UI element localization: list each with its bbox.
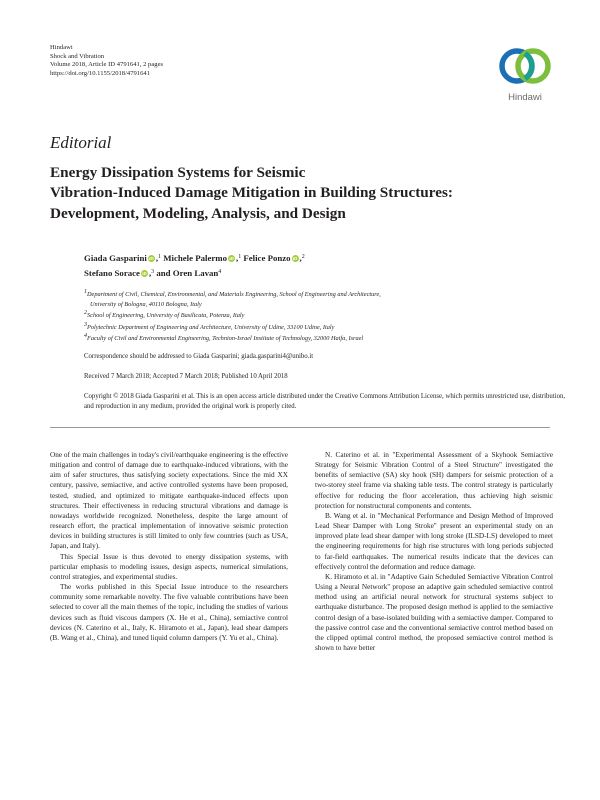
body-paragraph: B. Wang et al. in "Mechanical Performance and Design Method of Improved Lead Shear Damper with Long Stroke" present an experimental study on an improved plate lead shear damper with long stroke (ILSD-LS) developed to meet the engineering requirements for high rise structures with long periods subjected to far-field earthquakes. The numerical results indicate that the devices can effectively control the deformation and reduce damage. — [315, 511, 553, 571]
body-paragraph: This Special Issue is thus devoted to energy dissipation systems, with particular emphasis to modeling issues, design aspects, numerical simulations, control strategies, and experimental studies. — [50, 552, 288, 581]
affiliation-item: 1Department of Civil, Chemical, Environmental, and Materials Engineering, School of Engineering and Architecture, — [84, 289, 381, 298]
article-type: Editorial — [50, 133, 112, 152]
affiliations — [84, 288, 574, 344]
affiliation-item: 3Polytechnic Department of Engineering and Architecture, University of Udine, 33100 Udine, Italy — [84, 321, 335, 331]
author-name[interactable]: Oren Lavan — [172, 267, 219, 278]
author-affiliation-sup: 3 — [151, 268, 155, 275]
logo-wordmark: Hindawi — [508, 92, 542, 103]
author-affiliation-sup: 4 — [218, 268, 222, 275]
header-divider — [50, 427, 550, 428]
orcid-icon[interactable]: iD — [149, 256, 154, 261]
body-column-left — [50, 450, 288, 643]
journal-name: Shock and Vibration — [50, 52, 105, 60]
body-paragraph: The works published in this Special Issue introduce to the researchers community some remarkable novelty. The five valuable contributions have been selected to cover all the main themes of the topic, including the studies of various devices such as fluid viscous dampers (X. He et al., China), semiactive control devices (N. Caterino et al., Italy, K. Hiramoto et al., Japan), lead shear dampers (B. Wang et al., China), and tuned liquid column dampers (Y. Yu et al., China). — [50, 583, 288, 642]
hindawi-logo-icon — [493, 42, 557, 92]
title-line-1: Energy Dissipation Systems for Seismic — [50, 164, 306, 181]
orcid-icon[interactable]: iD — [142, 270, 147, 276]
author-name[interactable]: Stefano Sorace — [84, 267, 140, 278]
body-column-right — [315, 450, 553, 653]
hindawi-logo[interactable] — [493, 42, 557, 106]
author-name[interactable]: Felice Ponzo — [243, 253, 291, 263]
author-name[interactable]: Michele Palermo — [163, 253, 227, 263]
author-affiliation-sup: 2 — [301, 254, 305, 260]
body-paragraph: One of the main challenges in today's civil/earthquake engineering is the effective mitigation and control of damage due to earthquake-induced vibrations, with the aim of safer structures, thus satisfying society expectations. Since the mid XX century, passive, semiactive, and active controlled systems have been proposed, tested, studied, and optimized to mitigate earthquake-induced effects upon structures. Their effectiveness in reducing structural vibrations and damage is nowadays worldwide recognized. Nonetheless, despite the large amount of research effort, the practical implementation of innovative seismic protection devices in building structures is still limited to only few countries (such as USA, Japan, and Italy). — [50, 451, 288, 551]
orcid-icon[interactable]: iD — [229, 256, 234, 261]
journal-doi-link[interactable]: https://doi.org/10.1155/2018/4791641 — [50, 69, 151, 77]
affiliation-item: 4Faculty of Civil and Environmental Engineering, Technion-Israel Institute of Technology, 32000 Haifa, Israel — [84, 333, 364, 343]
body-paragraph: N. Caterino et al. in "Experimental Assessment of a Skyhook Semiactive Strategy for Seismic Vibration Control of a Steel Structure" investigated the benefits of semiactive (SA) sky hook (SH) dampers for seismic protection of a two-storey steel frame via shaking table tests. The control strategy is particularly effective for reducing the floor acceleration, thus achieving high seismic protection for nonstructural components and contents. — [315, 451, 553, 510]
title-line-3: Development, Modeling, Analysis, and Design — [50, 204, 346, 222]
author-affiliation-sup: 1 — [238, 254, 242, 260]
publisher-name: Hindawi — [50, 44, 73, 51]
author-list: Giada Gasparini iD ,$^1$ Michele Palermo iD ,$^1$ Felice Ponzo iD ,$^2$ Stefano Sorace iD ,$^3$ and Oren Lavan$^4$ — [84, 253, 305, 278]
journal-volume: Volume 2018, Article ID 4791641, 2 pages — [50, 61, 164, 69]
journal-header — [50, 44, 163, 78]
orcid-icon[interactable]: iD — [292, 256, 298, 261]
affiliation-item-continued: University of Bologna, 40110 Bologna, Italy — [90, 300, 202, 308]
correspondence-note: Correspondence should be addressed to Giada Gasparini; giada.gasparini4@unibo.it — [84, 353, 314, 360]
author-name[interactable]: Giada Gasparini — [84, 253, 147, 263]
publication-dates: Received 7 March 2018; Accepted 7 March 2018; Published 10 April 2018 — [84, 373, 288, 380]
author-conjunction: and — [156, 267, 171, 278]
author-affiliation-sup: 1 — [158, 254, 162, 260]
copyright-notice: Copyright © 2018 Giada Gasparini et al. This is an open access article distributed under the Creative Commons Attribution License, which permits unrestricted use, distribution, and reproduction in any medium, provided the original work is properly cited. — [84, 393, 566, 410]
title-line-2: Vibration-Induced Damage Mitigation in Building Structures: — [50, 184, 453, 202]
article-title — [50, 163, 570, 224]
affiliation-item: 2School of Engineering, University of Basilicata, Potenza, Italy — [84, 310, 245, 320]
body-paragraph: K. Hiramoto et al. in "Adaptive Gain Scheduled Semiactive Vibration Control Using a Neural Network" propose an adaptive gain scheduled semiactive control method using an artificial neural network for structural systems subject to earthquake disturbance. The proposed design method is applied to the semiactive control design of a base-isolated building with a semiactive damper. Compared to the passive control case and the conventional semiactive control method based on the clipped optimal control method, the proposed semiactive control method is shown to have better — [315, 572, 553, 652]
